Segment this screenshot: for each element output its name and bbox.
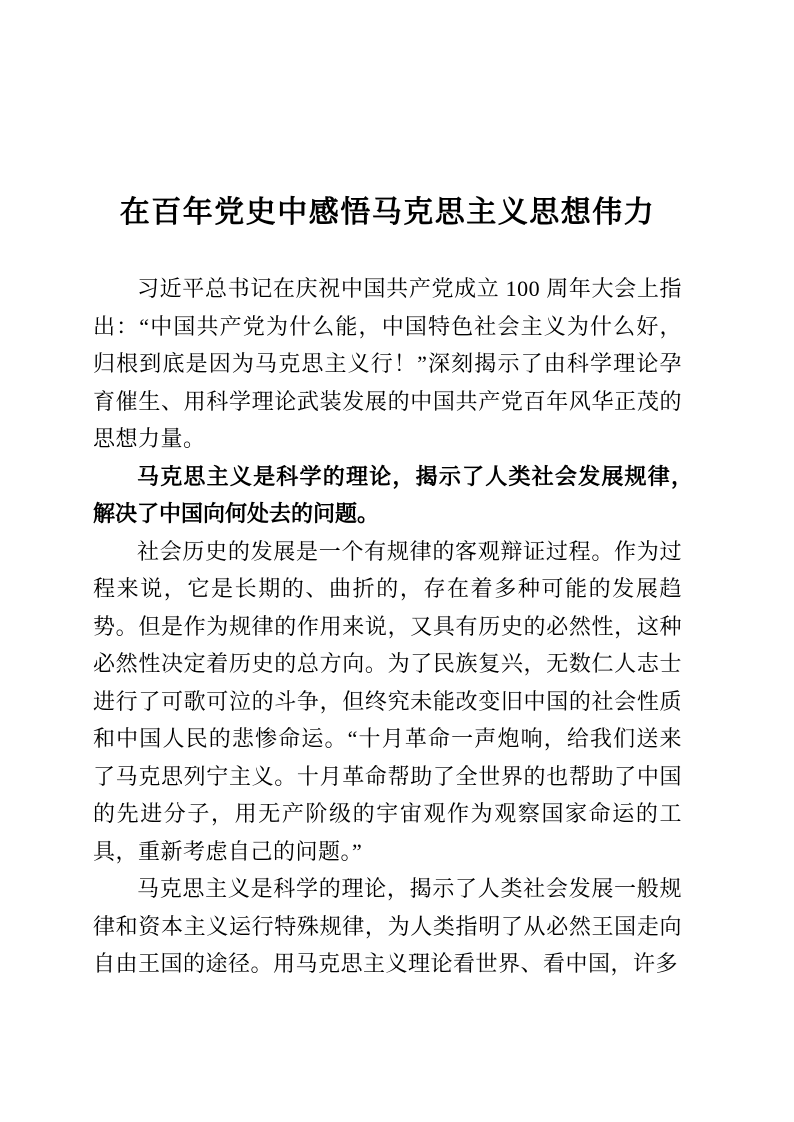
document-title: 在百年党史中感悟马克思主义思想伟力 [119, 196, 656, 229]
paragraph-bold-subheading: 马克思主义是科学的理论，揭示了人类社会发展规律， 解决了中国向何处去的问题。 [93, 463, 705, 526]
paragraph-intro: 习近平总书记在庆祝中国共产党成立 100 周年大会上指出：“中国共产党为什么能，中国特色社会主义为什么好，归根到底是因为马克思主义行！”深刻揭示了由科学理论孕育催生、用科学理论武装发展的中国共产党百年风华正茂的思想力量。 [93, 276, 682, 451]
paragraph-history: 社会历史的发展是一个有规律的客观辩证过程。作为过程来说，它是长期的、曲折的，存在着多种可能的发展趋势。但是作为规律的作用来说，又具有历史的必然性，这种必然性决定着历史的总方向。为了民族复兴，无数仁人志士进行了可歌可泣的斗争，但终究未能改变旧中国的社会性质和中国人民的悲惨命运。“十月革命一声炮响，给我们送来了马克思列宁主义。十月革命帮助了全世界的也帮助了中国的先进分子，用无产阶级的宇宙观作为观察国家命运的工具，重新考虑自己的问题。” [93, 538, 682, 864]
paragraph-theory-truncated: 马克思主义是科学的理论，揭示了人类社会发展一般规律和资本主义运行特殊规律，为人类指明了从必然王国走向自由王国的途径。用马克思主义理论看世界、看中国，许多 [93, 876, 682, 976]
